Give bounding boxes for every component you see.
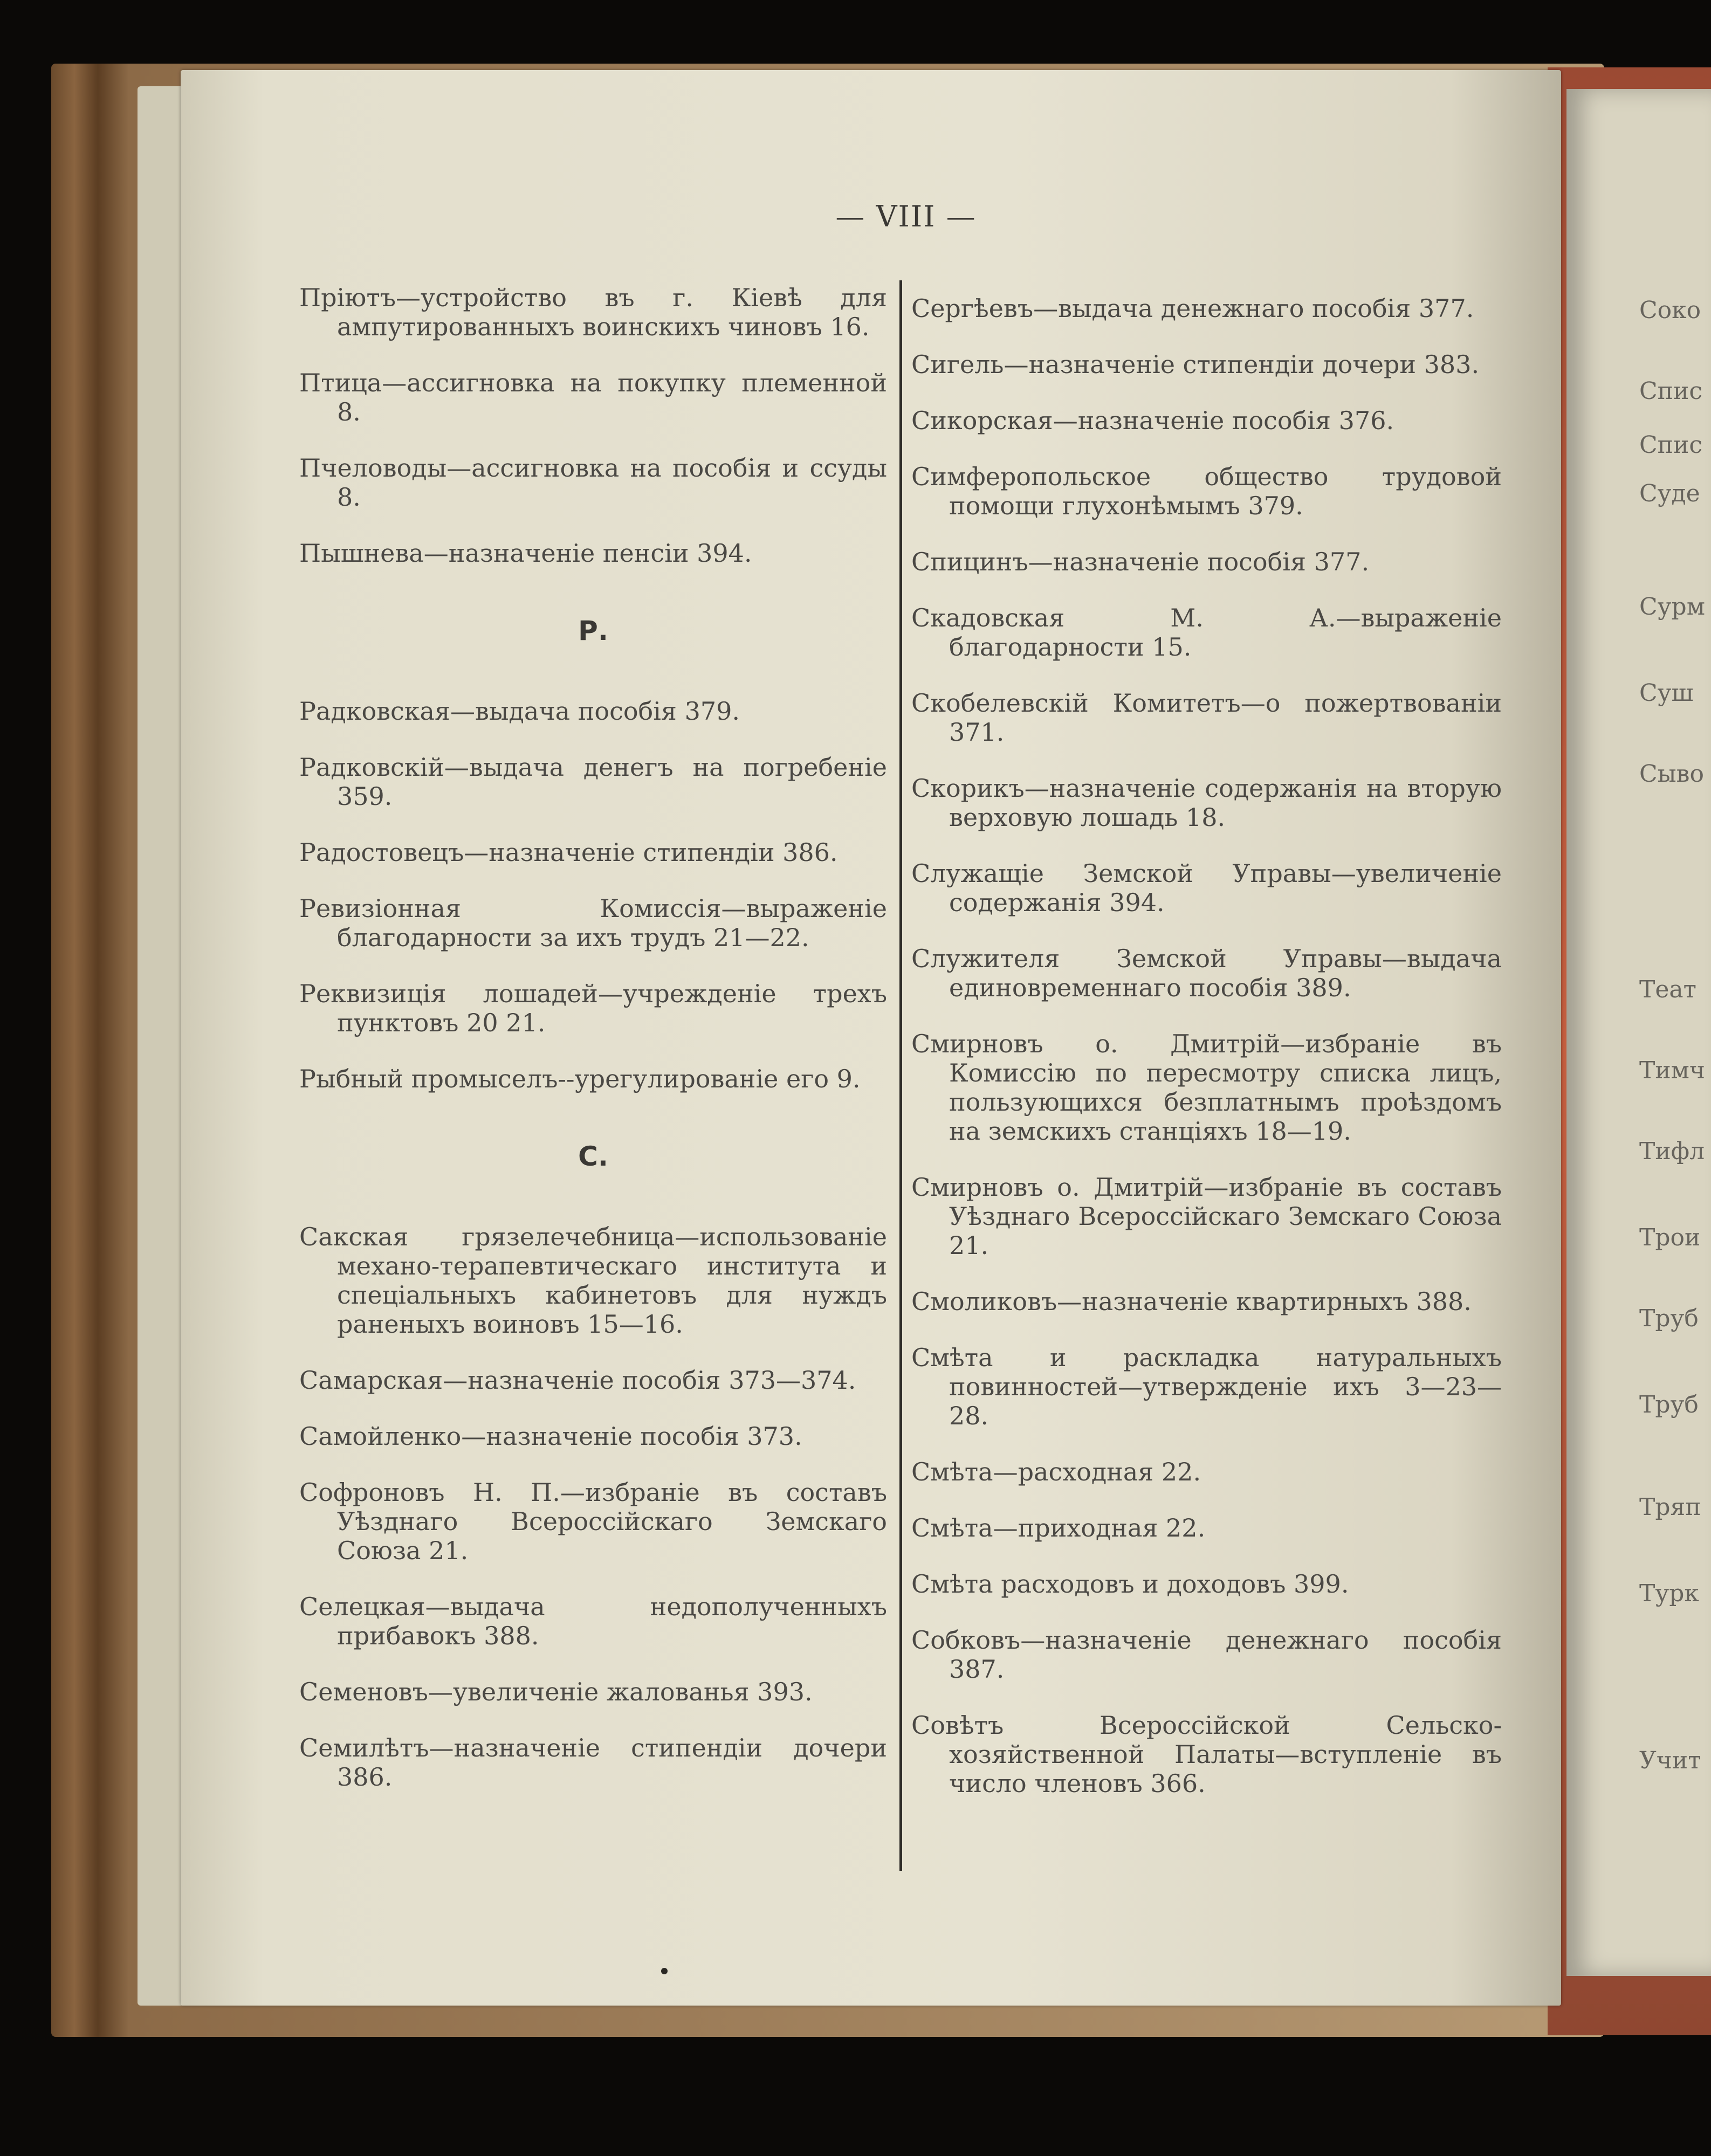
adjacent-page-fragment: Суш (1639, 679, 1694, 707)
section-letter: С. (578, 1141, 608, 1172)
adjacent-page-fragment: Сурм (1639, 593, 1705, 621)
index-entry: Смирновъ о. Дмитрій—избраніе въ Комиссію по пересмотру списка лицъ, пользующихся безплатнымъ проѣздомъ на земскихъ станціяхъ 18—19. (911, 1029, 1502, 1146)
index-entry: Радковская—выдача пособія 379. (299, 697, 740, 726)
column-divider (899, 280, 902, 1871)
adjacent-page-fragment: Суде (1639, 480, 1700, 507)
index-entry: Сигель—назначеніе стипендіи дочери 383. (911, 350, 1480, 379)
index-entry: Смѣта и раскладка натуральныхъ повинностей—утвержденіе ихъ 3—23—28. (911, 1343, 1502, 1430)
adjacent-page-fragment: Трои (1639, 1224, 1701, 1251)
index-entry: Совѣтъ Всероссійской Сельско-хозяйственной Палаты—вступленіе въ число членовъ 366. (911, 1711, 1502, 1798)
adjacent-page-fragment: Турк (1639, 1580, 1699, 1607)
index-entry: Сергѣевъ—выдача денежнаго пособія 377. (911, 294, 1474, 323)
index-entry: Селецкая—выдача недополученныхъ прибавокъ 388. (299, 1592, 887, 1650)
adjacent-page (1566, 89, 1711, 1976)
index-entry: Смѣта—расходная 22. (911, 1457, 1201, 1486)
index-entry: Пышнева—назначеніе пенсіи 394. (299, 539, 752, 568)
adjacent-page-fragment: Спис (1639, 431, 1702, 459)
index-entry: Самарская—назначеніе пособія 373—374. (299, 1366, 856, 1395)
adjacent-page-fragment: Труб (1639, 1305, 1699, 1332)
index-column-left (299, 283, 887, 1819)
adjacent-page-fragment: Тимч (1639, 1057, 1705, 1084)
index-entry: Собковъ—назначеніе денежнаго пособія 387. (911, 1625, 1502, 1684)
adjacent-page-fragment: Труб (1639, 1391, 1699, 1418)
index-entry: Смоликовъ—назначеніе квартирныхъ 388. (911, 1287, 1472, 1316)
index-entry: Семеновъ—увеличеніе жалованья 393. (299, 1677, 813, 1706)
adjacent-page-fragment: Учит (1639, 1747, 1701, 1774)
index-entry: Смирновъ о. Дмитрій—избраніе въ составъ Уѣзднаго Всероссійскаго Земскаго Союза 21. (911, 1173, 1502, 1260)
index-entry: Смѣта—приходная 22. (911, 1513, 1206, 1542)
index-entry: Реквизиція лошадей—учрежденіе трехъ пунктовъ 20 21. (299, 979, 887, 1037)
index-entry: Служителя Земской Управы—выдача единовременнаго пособія 389. (911, 944, 1502, 1002)
index-entry: Скадовская М. А.—выраженіе благодарности 15. (911, 603, 1502, 662)
index-entry: Ревизіонная Комиссія—выраженіе благодарности за ихъ трудъ 21—22. (299, 894, 887, 952)
index-entry: Радковскій—выдача денегъ на погребеніе 359. (299, 753, 887, 811)
index-entry: Скобелевскій Комитетъ—о пожертвованіи 371. (911, 688, 1502, 747)
index-entry: Смѣта расходовъ и доходовъ 399. (911, 1569, 1349, 1599)
adjacent-page-fragment: Спис (1639, 377, 1702, 405)
index-entry: Рыбный промыселъ--урегулированіе его 9. (299, 1064, 861, 1093)
adjacent-page-fragment: Тряп (1639, 1493, 1701, 1521)
index-entry: Скорикъ—назначеніе содержанія на вторую верховую лошадь 18. (911, 774, 1502, 832)
ink-dot (661, 1968, 668, 1974)
index-entry: Птица—ассигновка на покупку племенной 8. (299, 368, 887, 426)
index-entry: Сакская грязелечебница—использованіе механо-терапевтическаго института и спеціальныхъ кабинетовъ для нуждъ раненыхъ воиновъ 15—16. (299, 1222, 887, 1339)
section-letter: Р. (578, 615, 608, 646)
page-number: — VIII — (835, 199, 977, 233)
index-entry: Пчеловоды—ассигновка на пособія и ссуды 8. (299, 453, 887, 512)
index-entry: Симферопольское общество трудовой помощи глухонѣмымъ 379. (911, 462, 1502, 520)
index-entry: Софроновъ Н. П.—избраніе въ составъ Уѣзднаго Всероссійскаго Земскаго Союза 21. (299, 1478, 887, 1565)
index-entry: Служащіе Земской Управы—увеличеніе содержанія 394. (911, 859, 1502, 917)
index-entry: Семилѣтъ—назначеніе стипендіи дочери 386. (299, 1733, 887, 1792)
adjacent-page-fragment: Тифл (1639, 1138, 1705, 1165)
adjacent-page-fragment: Соко (1639, 297, 1701, 324)
index-entry: Самойленко—назначеніе пособія 373. (299, 1422, 802, 1451)
index-entry: Радостовецъ—назначеніе стипендіи 386. (299, 838, 838, 867)
adjacent-page-fragment: Теат (1639, 976, 1696, 1003)
index-entry: Сикорская—назначеніе пособія 376. (911, 406, 1394, 435)
index-entry: Спицинъ—назначеніе пособія 377. (911, 547, 1370, 576)
index-entry: Пріютъ—устройство въ г. Кіевѣ для ампутированныхъ воинскихъ чиновъ 16. (299, 283, 887, 341)
index-column-right (911, 294, 1502, 1825)
adjacent-page-fragment: Сыво (1639, 760, 1704, 788)
